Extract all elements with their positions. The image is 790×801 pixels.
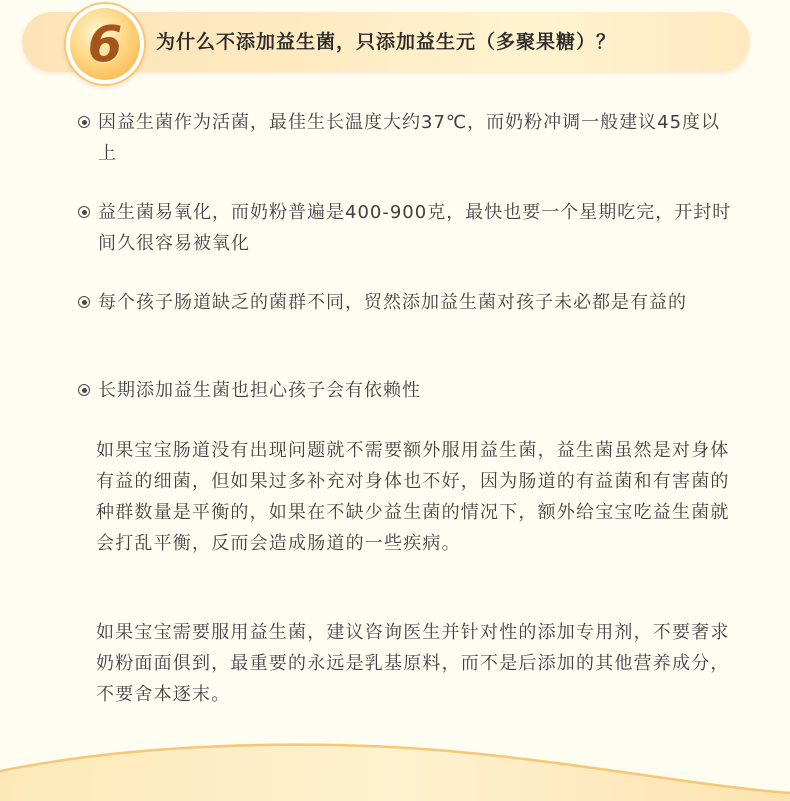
- list-item: [78, 197, 738, 259]
- list-item-text: 益生菌易氧化，而奶粉普遍是400-900克，最快也要一个星期吃完，开封时间久很容易被氧化: [98, 202, 732, 254]
- section-number-badge: [66, 4, 144, 84]
- decorative-wave: [0, 731, 790, 801]
- list-item: [78, 375, 421, 406]
- bullet-icon: [78, 206, 90, 218]
- paragraph: 如果宝宝肠道没有出现问题就不需要额外服用益生菌，益生菌虽然是对身体有益的细菌，但如果过多补充对身体也不好，因为肠道的有益菌和有害菌的种群数量是平衡的，如果在不缺少益生菌的情况下，额外给宝宝吃益生菌就会打乱平衡，反而会造成肠道的一些疾病。: [96, 440, 730, 554]
- list-item: [78, 287, 687, 318]
- list-item-text: 每个孩子肠道缺乏的菌群不同，贸然添加益生菌对孩子未必都是有益的: [98, 292, 687, 313]
- paragraph: 如果宝宝需要服用益生菌，建议咨询医生并针对性的添加专用剂，不要奢求奶粉面面俱到，最重要的永远是乳基原料，而不是后添加的其他营养成分，不要舍本逐末。: [96, 622, 730, 705]
- section-number: 6: [87, 15, 123, 73]
- list-item: [78, 107, 738, 169]
- bullet-icon: [78, 116, 90, 128]
- bullet-icon: [78, 384, 90, 396]
- section-title: 为什么不添加益生菌，只添加益生元（多聚果糖）？: [156, 31, 617, 53]
- list-item-text: 因益生菌作为活菌，最佳生长温度大约37℃，而奶粉冲调一般建议45度以上: [98, 112, 721, 164]
- list-item-text: 长期添加益生菌也担心孩子会有依赖性: [98, 380, 421, 401]
- bullet-icon: [78, 296, 90, 308]
